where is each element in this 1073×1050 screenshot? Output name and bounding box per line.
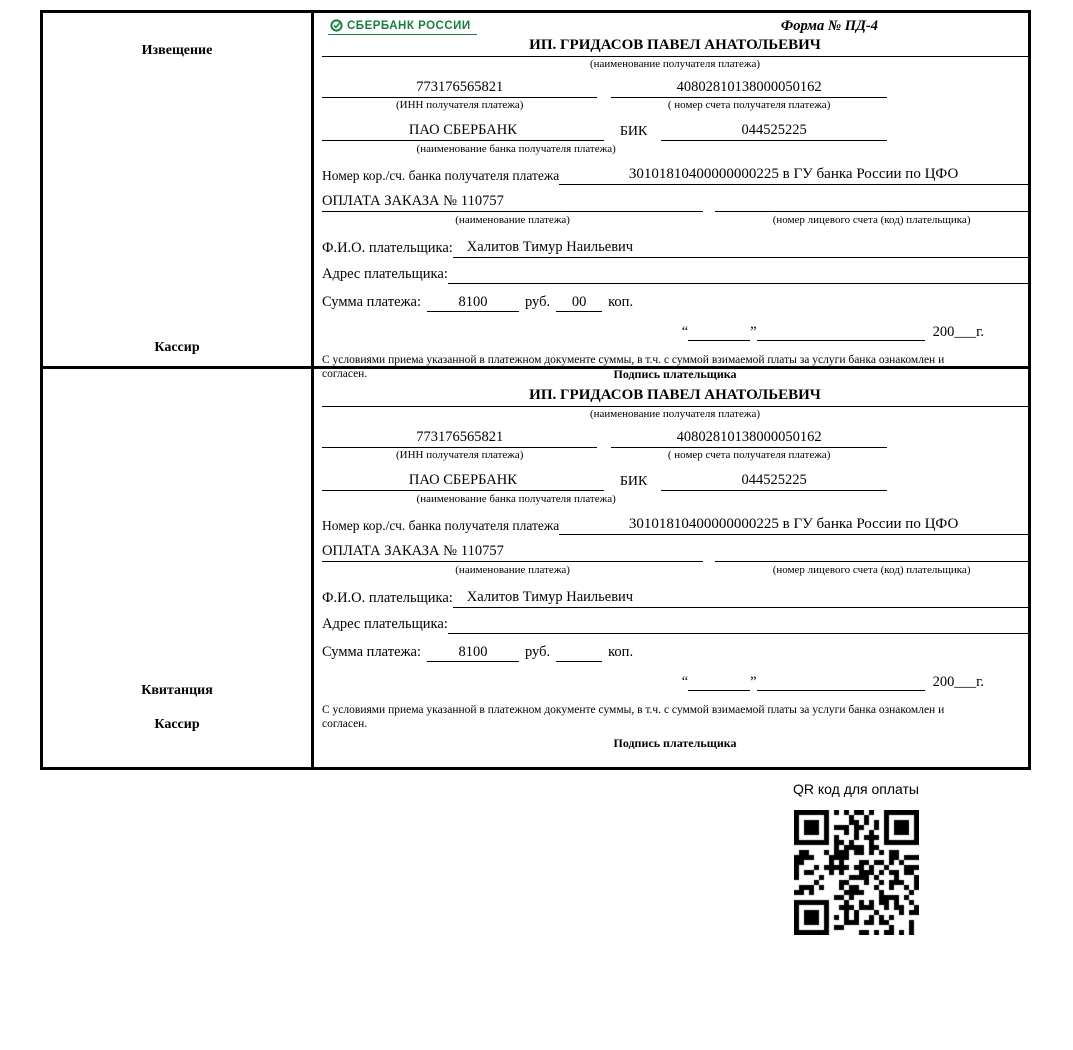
kop-label: коп. xyxy=(608,644,634,660)
payee-name-caption: (наименование получателя платежа) xyxy=(589,58,761,70)
payment-captions-row xyxy=(322,213,1028,227)
address-line xyxy=(448,616,1028,634)
bik-label: БИК xyxy=(619,124,648,139)
terms-text: С условиями приема указанной в платежном документе суммы, в т.ч. с суммой взимаемой платы за услуги банка ознакомлен и согласен. xyxy=(322,704,945,730)
bank-name: ПАО СБЕРБАНК xyxy=(322,472,604,491)
qr-code xyxy=(794,810,919,935)
bik-value: 044525225 xyxy=(661,122,886,141)
payee-name: ИП. ГРИДАСОВ ПАВЕЛ АНАТОЛЬЕВИЧ xyxy=(322,387,1028,407)
payee-name: ИП. ГРИДАСОВ ПАВЕЛ АНАТОЛЬЕВИЧ xyxy=(322,37,1028,57)
sum-kop-value xyxy=(556,644,602,662)
payer-row xyxy=(322,239,1028,258)
bik-value: 044525225 xyxy=(661,472,886,491)
corr-account-value: 30101810400000000225 в ГУ банка России по ЦФО xyxy=(559,516,1028,535)
payment-name-row xyxy=(322,543,1028,562)
payment-name-caption: (наименование платежа) xyxy=(455,214,570,226)
notice-label: Извещение xyxy=(141,43,213,58)
sum-row xyxy=(322,294,1028,312)
date-day-line xyxy=(688,324,750,341)
account-caption: ( номер счета получателя платежа) xyxy=(667,449,831,461)
order-number: 110757 xyxy=(460,193,504,209)
terms-text: С условиями приема указанной в платежном документе суммы, в т.ч. с суммой взимаемой платы за услуги банка ознакомлен и согласен. xyxy=(322,354,945,380)
order-label: ОПЛАТА ЗАКАЗА № xyxy=(322,193,457,209)
date-month-line xyxy=(757,674,925,691)
signature-label: Подпись плательщика xyxy=(613,736,737,750)
receipt-stub xyxy=(43,369,314,767)
sberbank-logo xyxy=(328,18,477,35)
sum-kop-value: 00 xyxy=(556,294,602,312)
bank-row xyxy=(322,122,887,141)
date-month-line xyxy=(757,324,925,341)
quote-close: ” xyxy=(750,324,757,340)
date-day-line xyxy=(688,674,750,691)
sum-rub-value: 8100 xyxy=(427,294,519,312)
qr-caption: QR код для оплаты xyxy=(792,781,919,797)
payee-account: 40802810138000050162 xyxy=(611,429,886,448)
quote-open: “ xyxy=(681,324,689,340)
address-label: Адрес плательщика: xyxy=(322,616,448,632)
bank-caption: (наименование банка получателя платежа) xyxy=(416,143,616,155)
corr-account-label: Номер кор./сч. банка получателя платежа xyxy=(322,518,560,533)
order-number: 110757 xyxy=(460,543,504,559)
sum-row xyxy=(322,644,1028,662)
bank-caption: (наименование банка получателя платежа) xyxy=(416,493,616,505)
kop-label: коп. xyxy=(608,294,634,310)
account-col xyxy=(611,79,886,112)
payment-captions-row xyxy=(322,563,1028,577)
payee-inn: 773176565821 xyxy=(322,79,597,98)
corr-account-label: Номер кор./сч. банка получателя платежа xyxy=(322,168,560,183)
payer-row xyxy=(322,589,1028,608)
quote-open: “ xyxy=(681,674,689,690)
personal-account-line xyxy=(715,544,1028,562)
sberbank-logo-text: СБЕРБАНК РОССИИ xyxy=(347,19,471,32)
bik-label: БИК xyxy=(619,474,648,489)
inn-account-row xyxy=(322,79,887,112)
personal-account-caption: (номер лицевого счета (код) плательщика) xyxy=(772,564,971,576)
sberbank-logo-icon xyxy=(330,19,343,32)
payment-form xyxy=(40,10,1031,770)
cashier-label: Кассир xyxy=(154,340,200,355)
order-label: ОПЛАТА ЗАКАЗА № xyxy=(322,543,457,559)
sum-rub-value: 8100 xyxy=(427,644,519,662)
address-row xyxy=(322,266,1028,284)
payment-name xyxy=(322,543,703,562)
inn-caption: (ИНН получателя платежа) xyxy=(396,449,524,461)
receipt-label: Квитанция xyxy=(141,683,213,698)
inn-account-row xyxy=(322,429,887,462)
account-col xyxy=(611,429,886,462)
payer-label: Ф.И.О. плательщика: xyxy=(322,240,453,256)
rub-label: руб. xyxy=(525,644,551,660)
payer-name: Халитов Тимур Наильевич xyxy=(453,239,1028,258)
notice-stub xyxy=(43,13,314,366)
form-number: Форма № ПД-4 xyxy=(780,18,878,34)
address-row xyxy=(322,616,1028,634)
year-text: 200___г. xyxy=(932,674,984,690)
inn-caption: (ИНН получателя платежа) xyxy=(396,99,524,111)
notice-header-row xyxy=(322,18,1028,35)
payer-name: Халитов Тимур Наильевич xyxy=(453,589,1028,608)
inn-col xyxy=(322,79,597,112)
date-row xyxy=(322,324,984,341)
notice-main xyxy=(314,13,1028,381)
sum-label: Сумма платежа: xyxy=(322,644,421,660)
receipt-section xyxy=(43,369,1028,767)
quote-close: ” xyxy=(750,674,757,690)
address-label: Адрес плательщика: xyxy=(322,266,448,282)
notice-section xyxy=(43,13,1028,381)
account-caption: ( номер счета получателя платежа) xyxy=(667,99,831,111)
personal-account-caption: (номер лицевого счета (код) плательщика) xyxy=(772,214,971,226)
personal-account-line xyxy=(715,194,1028,212)
payee-inn: 773176565821 xyxy=(322,429,597,448)
corr-account-value: 30101810400000000225 в ГУ банка России по ЦФО xyxy=(559,166,1028,185)
address-line xyxy=(448,266,1028,284)
qr-block xyxy=(786,781,926,935)
year-text: 200___г. xyxy=(932,324,984,340)
payee-account: 40802810138000050162 xyxy=(611,79,886,98)
date-row xyxy=(322,674,984,691)
payee-name-caption: (наименование получателя платежа) xyxy=(589,408,761,420)
corr-account-row xyxy=(322,166,1028,185)
bank-name: ПАО СБЕРБАНК xyxy=(322,122,604,141)
corr-account-row xyxy=(322,516,1028,535)
payer-label: Ф.И.О. плательщика: xyxy=(322,590,453,606)
sum-label: Сумма платежа: xyxy=(322,294,421,310)
payment-name xyxy=(322,193,703,212)
inn-col xyxy=(322,429,597,462)
bank-row xyxy=(322,472,887,491)
rub-label: руб. xyxy=(525,294,551,310)
payment-name-row xyxy=(322,193,1028,212)
receipt-main xyxy=(314,369,1028,767)
payment-name-caption: (наименование платежа) xyxy=(455,564,570,576)
signature-label: Подпись плательщика xyxy=(613,367,737,381)
cashier-label: Кассир xyxy=(154,717,200,732)
